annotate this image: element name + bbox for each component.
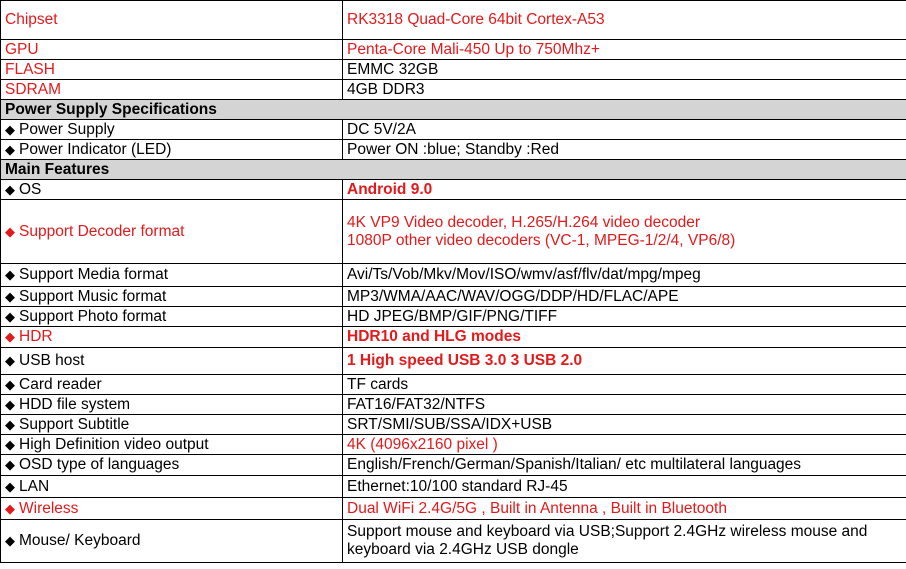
row-os [1,180,906,200]
row-lan [1,476,906,498]
row-mouse-keyboard [1,520,906,563]
photo-value: HD JPEG/BMP/GIF/PNG/TIFF [343,307,906,327]
flash-label: FLASH [1,60,343,80]
osd-value: English/French/German/Spanish/Italian/ etc multilateral languages [343,455,906,476]
row-hd-output [1,435,906,455]
row-usb [1,348,906,375]
section-heading: Main Features [1,160,906,180]
diamond-bullet-icon: ◆ [5,223,15,239]
hd-output-label: High Definition video output [19,435,209,453]
section-power [1,100,906,120]
row-flash [1,60,906,80]
diamond-bullet-icon: ◆ [5,533,15,548]
diamond-bullet-icon: ◆ [5,478,15,494]
media-label: Support Media format [19,266,169,283]
card-reader-value: TF cards [343,375,906,395]
row-hdr [1,327,906,348]
gpu-label: GPU [1,40,343,60]
row-wireless [1,498,906,520]
power-supply-label: Power Supply [19,120,115,138]
sdram-value: 4GB DDR3 [343,80,906,100]
music-value: MP3/WMA/AAC/WAV/OGG/DDP/HD/FLAC/APE [343,287,906,307]
row-power-supply [1,120,906,140]
hdr-label: HDR [19,328,53,345]
diamond-bullet-icon: ◆ [5,376,15,392]
row-osd [1,455,906,476]
chipset-label: Chipset [1,1,343,40]
lan-value: Ethernet:10/100 standard RJ-45 [343,476,906,498]
hdd-label: HDD file system [19,395,131,413]
row-media [1,264,906,287]
diamond-bullet-icon: ◆ [5,353,15,368]
diamond-bullet-icon: ◆ [5,181,15,197]
sdram-label: SDRAM [1,80,343,100]
row-power-indicator [1,140,906,160]
chipset-value: RK3318 Quad-Core 64bit Cortex-A53 [343,1,906,40]
diamond-bullet-icon: ◆ [5,288,15,304]
diamond-bullet-icon: ◆ [5,500,15,516]
usb-label: USB host [19,352,85,369]
photo-label: Support Photo format [19,307,167,325]
row-subtitle [1,415,906,435]
decoder-label: Support Decoder format [19,222,185,240]
row-chipset [1,1,906,40]
power-supply-value: DC 5V/2A [343,120,906,140]
diamond-bullet-icon: ◆ [5,396,15,412]
diamond-bullet-icon: ◆ [5,436,15,452]
usb-value: 1 High speed USB 3.0 3 USB 2.0 [343,348,906,375]
wireless-label: Wireless [19,499,79,517]
os-value: Android 9.0 [343,180,906,200]
card-reader-label: Card reader [19,375,102,393]
power-indicator-value: Power ON :blue; Standby :Red [343,140,906,160]
diamond-bullet-icon: ◆ [5,329,15,344]
gpu-value: Penta-Core Mali-450 Up to 750Mhz+ [343,40,906,60]
mouse-keyboard-value-line-1: Support mouse and keyboard via USB;Support 2.4GHz wireless mouse and [347,523,868,540]
subtitle-label: Support Subtitle [19,415,130,433]
subtitle-value: SRT/SMI/SUB/SSA/IDX+USB [343,415,906,435]
row-photo [1,307,906,327]
row-decoder [1,200,906,264]
hd-output-value: 4K (4096x2160 pixel ) [343,435,906,455]
osd-label: OSD type of languages [19,456,180,473]
media-value: Avi/Ts/Vob/Mkv/Mov/ISO/wmv/asf/flv/dat/mpg/mpeg [343,264,906,287]
decoder-value-line-2: 1080P other video decoders (VC-1, MPEG-1/2/4, VP6/8) [347,231,736,249]
diamond-bullet-icon: ◆ [5,308,15,324]
wireless-value: Dual WiFi 2.4G/5G , Built in Antenna , Built in Bluetooth [343,498,906,520]
row-hdd [1,395,906,415]
hdd-value: FAT16/FAT32/NTFS [343,395,906,415]
section-features [1,160,906,180]
decoder-value-line-1: 4K VP9 Video decoder, H.265/H.264 video decoder [347,213,701,231]
hdr-value: HDR10 and HLG modes [343,327,906,348]
music-label: Support Music format [19,287,167,305]
diamond-bullet-icon: ◆ [5,141,15,157]
mouse-keyboard-label: Mouse/ Keyboard [19,532,141,549]
row-card-reader [1,375,906,395]
lan-label: LAN [19,477,50,495]
mouse-keyboard-value-line-2: keyboard via 2.4GHz USB dongle [347,541,579,558]
diamond-bullet-icon: ◆ [5,416,15,432]
diamond-bullet-icon: ◆ [5,121,15,137]
row-sdram [1,80,906,100]
row-music [1,287,906,307]
section-heading: Power Supply Specifications [1,100,906,120]
power-indicator-label: Power Indicator (LED) [19,140,172,158]
row-gpu [1,40,906,60]
diamond-bullet-icon: ◆ [5,267,15,282]
flash-value: EMMC 32GB [343,60,906,80]
os-label: OS [19,180,42,198]
diamond-bullet-icon: ◆ [5,457,15,472]
